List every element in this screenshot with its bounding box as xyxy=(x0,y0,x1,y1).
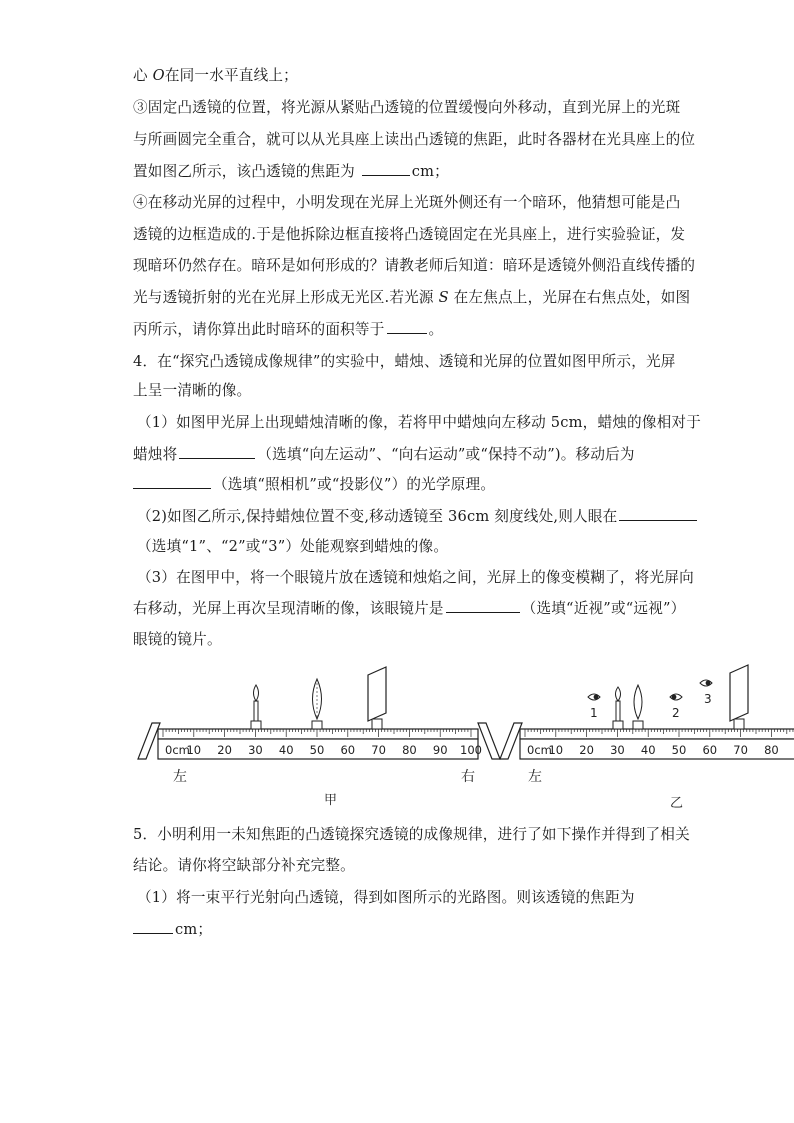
question-5-1-line-1: （1）将一束平行光射向凸透镜，得到如图所示的光路图。则该透镜的焦距为 xyxy=(137,889,635,906)
question-4-1-line-3: （选填“照相机”或“投影仪”）的光学原理。 xyxy=(133,474,495,495)
answer-blank-focal-length[interactable] xyxy=(362,161,410,176)
text-line-2: ③固定凸透镜的位置，将光源从紧贴凸透镜的位置缓慢向外移动，直到光屏上的光斑 xyxy=(133,99,681,116)
answer-blank-lens-type[interactable] xyxy=(446,598,520,613)
eye-icon xyxy=(700,680,712,706)
candle-b xyxy=(613,687,623,729)
answer-blank-image-motion[interactable] xyxy=(179,444,255,459)
ruler-tick-label: 80 xyxy=(402,743,417,757)
question-5-1-line-2: cm； xyxy=(133,919,212,940)
text-line-8: 光与透镜折射的光在光屏上形成无光区.若光源 S 在左焦点上，光屏在右焦点处，如图 xyxy=(133,289,691,306)
ruler-tick-label: 30 xyxy=(610,743,625,757)
ruler-tick-label: 40 xyxy=(640,743,656,757)
text-line-6: 透镜的边框造成的.于是他拆除边框直接将凸透镜固定在光具座上，进行实验验证，发 xyxy=(133,226,686,243)
ruler-tick-label: 30 xyxy=(248,743,263,757)
ruler-tick-label: 0cm xyxy=(527,743,552,757)
ruler-tick-label: 100 xyxy=(460,743,482,757)
ruler-tick-label: 50 xyxy=(671,743,687,757)
ruler-tick-label: 0cm xyxy=(165,743,190,757)
optical-bench-figure xyxy=(0,655,794,815)
eye-icon xyxy=(588,694,600,720)
label-left-b: 左 xyxy=(528,769,542,785)
question-5-line-2: 结论。请你将空缺部分补充完整。 xyxy=(133,857,355,874)
flame-icon xyxy=(616,687,621,701)
question-4-line-2: 上呈一清晰的像。 xyxy=(133,382,252,399)
ruler-tick-label: 20 xyxy=(579,743,594,757)
question-4-2-line-2: （选填“1”、“2”或“3”）处能观察到蜡烛的像。 xyxy=(137,538,449,555)
figure-b xyxy=(500,665,794,811)
eye-icon xyxy=(670,694,682,720)
question-4-2-line-1: （2)如图乙所示,保持蜡烛位置不变,移动透镜至 36cm 刻度线处,则人眼在 xyxy=(137,506,699,527)
figure-a xyxy=(138,667,500,808)
answer-blank-ring-area[interactable] xyxy=(387,319,427,334)
ruler-tick-label: 20 xyxy=(217,743,232,757)
lens-b xyxy=(633,685,643,729)
text-line-9: 丙所示，请你算出此时暗环的面积等于 。 xyxy=(133,321,444,338)
text-line-5: ④在移动光屏的过程中，小明发现在光屏上光斑外侧还有一个暗环，他猜想可能是凸 xyxy=(133,194,681,211)
eye-label-1: 1 xyxy=(590,706,598,720)
question-4-3-line-1: （3）在图甲中，将一个眼镜片放在透镜和烛焰之间，光屏上的像变模糊了，将光屏向 xyxy=(137,569,694,586)
screen-a xyxy=(368,667,386,729)
answer-blank-lens-focal[interactable] xyxy=(133,919,173,934)
screen-b xyxy=(730,665,748,729)
ruler-tick-label: 60 xyxy=(340,743,356,757)
ruler-tick-label: 50 xyxy=(309,743,325,757)
question-4-line-1: 4．在“探究凸透镜成像规律”的实验中，蜡烛、透镜和光屏的位置如图甲所示，光屏 xyxy=(133,353,676,370)
text-line-1: 心 O在同一水平直线上； xyxy=(133,67,298,84)
ruler-tick-label: 80 xyxy=(764,743,779,757)
ruler-tick-label: 70 xyxy=(733,743,748,757)
caption-a: 甲 xyxy=(324,793,338,808)
text-line-4: 置如图乙所示，该凸透镜的焦距为 cm； xyxy=(133,163,449,180)
question-4-1-line-1: （1）如图甲光屏上出现蜡烛清晰的像，若将甲中蜡烛向左移动 5cm，蜡烛的像相对于 xyxy=(137,414,702,431)
ruler-tick-label: 90 xyxy=(432,743,448,757)
text-line-3: 与所画圆完全重合，就可以从光具座上读出凸透镜的焦距，此时各器材在光具座上的位 xyxy=(133,131,696,148)
lens-a xyxy=(312,679,322,729)
question-4-1-line-2: 蜡烛将 （选填“向左运动”、“向右运动”或“保持不动”)。移动后为 xyxy=(133,446,635,463)
ruler-tick-label: 70 xyxy=(371,743,386,757)
label-right-a: 右 xyxy=(461,769,475,785)
ruler-tick-label: 10 xyxy=(186,743,202,757)
caption-b: 乙 xyxy=(670,796,684,811)
ruler-tick-label: 10 xyxy=(548,743,564,757)
ruler-tick-label: 60 xyxy=(702,743,718,757)
bench-left-support-b xyxy=(500,723,522,759)
text-line-7: 现暗环仍然存在。暗环是如何形成的？请教老师后知道：暗环是透镜外侧沿直线传播的 xyxy=(133,257,696,274)
question-5-line-1: 5．小明利用一未知焦距的凸透镜探究透镜的成像规律，进行了如下操作并得到了相关 xyxy=(133,826,690,843)
answer-blank-eye-position[interactable] xyxy=(619,506,697,521)
flame-icon xyxy=(254,685,259,701)
question-4-3-line-2: 右移动，光屏上再次呈现清晰的像，该眼镜片是 （选填“近视”或“远视”） xyxy=(133,600,686,617)
candle-a xyxy=(251,685,261,729)
label-left-a: 左 xyxy=(173,769,187,785)
ruler-tick-label: 40 xyxy=(278,743,294,757)
eye-label-2: 2 xyxy=(672,706,680,720)
eye-label-3: 3 xyxy=(704,692,712,706)
bench-left-support-a xyxy=(138,723,160,759)
question-4-3-line-3: 眼镜的镜片。 xyxy=(133,631,222,648)
answer-blank-optical-device[interactable] xyxy=(133,474,211,489)
